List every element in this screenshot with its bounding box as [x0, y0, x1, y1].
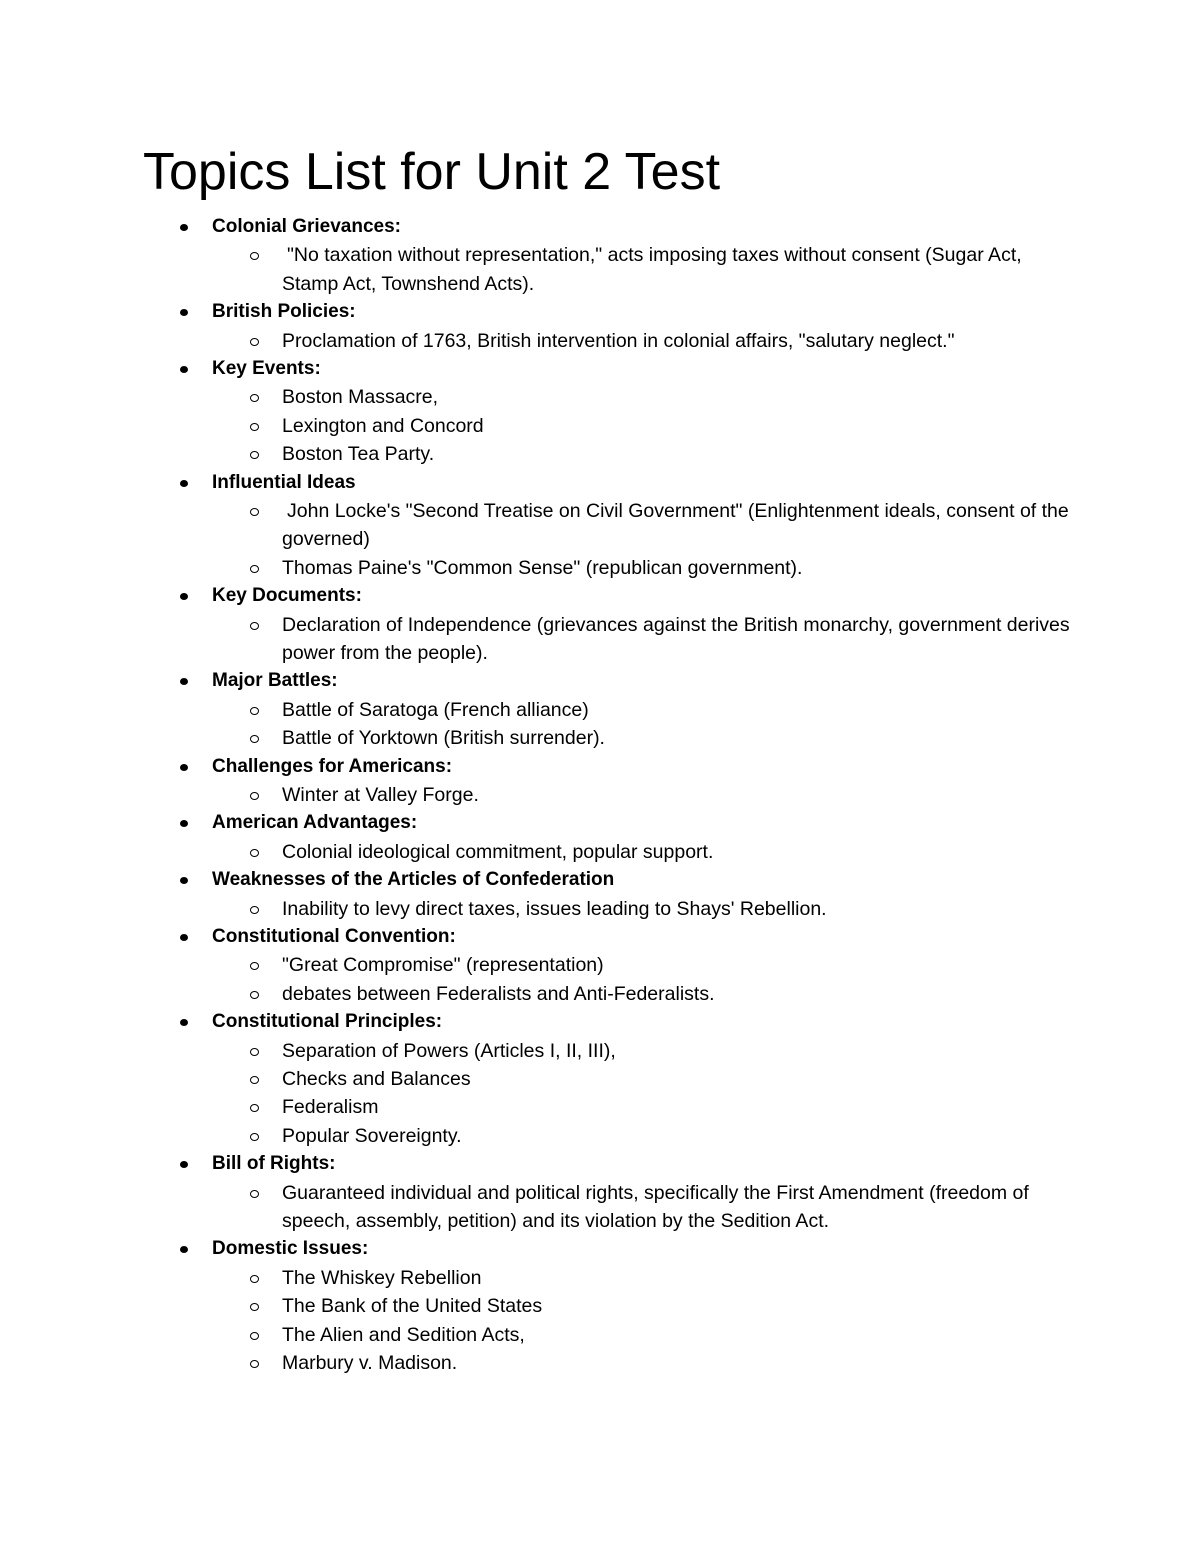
detail-item: Popular Sovereignty.	[212, 1122, 1072, 1150]
topic-details	[212, 1264, 1200, 1378]
topic-details	[212, 241, 1200, 298]
detail-item: Marbury v. Madison.	[212, 1349, 1072, 1377]
topic-details	[212, 895, 1200, 923]
topic-item	[0, 298, 1200, 355]
topic-heading: Influential Ideas	[212, 469, 1200, 497]
detail-item: The Whiskey Rebellion	[212, 1264, 1072, 1292]
detail-item: John Locke's "Second Treatise on Civil Government" (Enlightenment ideals, consent of the governed)	[212, 497, 1072, 554]
topic-item	[0, 1150, 1200, 1235]
detail-item: debates between Federalists and Anti-Federalists.	[212, 980, 1072, 1008]
topic-heading: Key Documents:	[212, 582, 1200, 610]
detail-item: Battle of Saratoga (French alliance)	[212, 696, 1072, 724]
topic-details	[212, 696, 1200, 753]
detail-item: Inability to levy direct taxes, issues leading to Shays' Rebellion.	[212, 895, 1072, 923]
topic-heading: Challenges for Americans:	[212, 753, 1200, 781]
page-title: Topics List for Unit 2 Test	[143, 143, 721, 201]
detail-item: Thomas Paine's "Common Sense" (republican government).	[212, 554, 1072, 582]
topic-heading: Domestic Issues:	[212, 1235, 1200, 1263]
topic-item	[0, 582, 1200, 667]
topic-heading: Colonial Grievances:	[212, 213, 1200, 241]
topic-heading: Weaknesses of the Articles of Confederation	[212, 866, 1200, 894]
topic-heading: Constitutional Convention:	[212, 923, 1200, 951]
topic-details	[212, 1037, 1200, 1151]
topic-item	[0, 866, 1200, 923]
topic-item	[0, 923, 1200, 1008]
topic-heading: Major Battles:	[212, 667, 1200, 695]
topic-details	[212, 951, 1200, 1008]
topic-details	[212, 1179, 1200, 1236]
topic-details	[212, 383, 1200, 468]
topic-details	[212, 838, 1200, 866]
detail-item: "Great Compromise" (representation)	[212, 951, 1072, 979]
topic-details	[212, 781, 1200, 809]
detail-item: Boston Tea Party.	[212, 440, 1072, 468]
topic-heading: American Advantages:	[212, 809, 1200, 837]
detail-item: Declaration of Independence (grievances against the British monarchy, government derives power from the people).	[212, 611, 1072, 668]
topic-item	[0, 1008, 1200, 1150]
detail-item: "No taxation without representation," acts imposing taxes without consent (Sugar Act, Stamp Act, Townshend Acts).	[212, 241, 1072, 298]
topic-item	[0, 355, 1200, 469]
topic-heading: Key Events:	[212, 355, 1200, 383]
topic-item	[0, 469, 1200, 583]
topic-heading: Constitutional Principles:	[212, 1008, 1200, 1036]
detail-item: Proclamation of 1763, British intervention in colonial affairs, "salutary neglect."	[212, 327, 1072, 355]
detail-item: Battle of Yorktown (British surrender).	[212, 724, 1072, 752]
topic-details	[212, 497, 1200, 582]
detail-item: Federalism	[212, 1093, 1072, 1121]
topic-heading: British Policies:	[212, 298, 1200, 326]
topic-details	[212, 611, 1200, 668]
detail-item: Lexington and Concord	[212, 412, 1072, 440]
topics-list	[0, 213, 1200, 1377]
detail-item: Checks and Balances	[212, 1065, 1072, 1093]
detail-item: The Bank of the United States	[212, 1292, 1072, 1320]
topic-item	[0, 1235, 1200, 1377]
topic-item	[0, 213, 1200, 298]
topic-item	[0, 667, 1200, 752]
topic-details	[212, 327, 1200, 355]
topic-heading: Bill of Rights:	[212, 1150, 1200, 1178]
topic-item	[0, 753, 1200, 810]
topic-item	[0, 809, 1200, 866]
detail-item: Guaranteed individual and political rights, specifically the First Amendment (freedom of speech, assembly, petition) and its violation by the Sedition Act.	[212, 1179, 1072, 1236]
detail-item: Separation of Powers (Articles I, II, III),	[212, 1037, 1072, 1065]
detail-item: Colonial ideological commitment, popular support.	[212, 838, 1072, 866]
detail-item: Winter at Valley Forge.	[212, 781, 1072, 809]
detail-item: The Alien and Sedition Acts,	[212, 1321, 1072, 1349]
detail-item: Boston Massacre,	[212, 383, 1072, 411]
